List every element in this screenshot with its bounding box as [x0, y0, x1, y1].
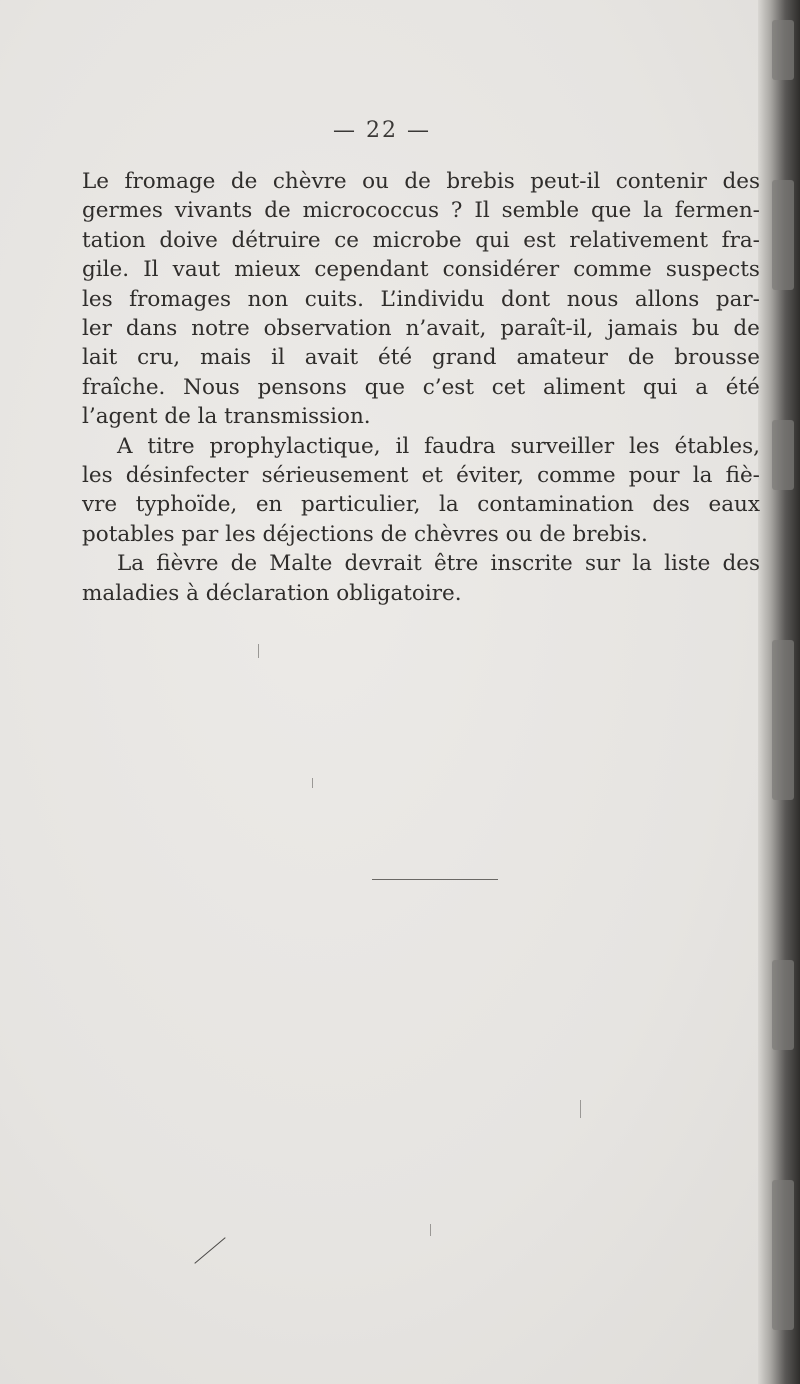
paragraph — [82, 432, 782, 550]
paragraph — [82, 167, 782, 432]
body-text — [82, 167, 782, 608]
word: non — [247, 286, 289, 312]
word: contenir — [615, 169, 707, 194]
word: n’avait, — [405, 316, 487, 342]
word: fromage — [124, 169, 216, 194]
word: de — [230, 169, 258, 194]
word: la — [643, 198, 663, 224]
word: micrococcus — [302, 198, 440, 224]
word: paraît-il, — [500, 316, 594, 342]
word: est — [523, 227, 556, 253]
word: allons — [634, 286, 700, 312]
word: fromages — [129, 286, 232, 312]
word: brousse — [674, 345, 760, 371]
paper-speck — [580, 1100, 581, 1118]
word: ? — [450, 198, 463, 224]
edge-mark — [772, 20, 794, 80]
word: notre — [191, 316, 250, 342]
word: a — [695, 374, 709, 400]
word: microbe — [372, 227, 462, 253]
word: dans — [125, 316, 178, 342]
word: qui — [642, 374, 678, 400]
word: désinfecter — [125, 463, 249, 489]
word: il — [271, 345, 285, 371]
word: eaux — [708, 492, 760, 518]
word: qui — [475, 227, 510, 253]
word: détruire — [231, 227, 321, 253]
paragraph — [82, 549, 782, 608]
word: pensons — [257, 374, 347, 400]
word: été — [378, 345, 413, 371]
word: aliment — [542, 374, 626, 400]
word: fra- — [721, 227, 760, 253]
word: éviter, — [456, 463, 524, 489]
word: bu — [691, 316, 720, 342]
word: ce — [334, 227, 359, 253]
word: doive — [159, 227, 218, 253]
word: relativement — [569, 227, 708, 253]
word: jamais — [607, 316, 678, 342]
word: vivants — [174, 198, 253, 224]
word: de — [230, 551, 258, 577]
word: la — [439, 492, 459, 518]
word: semble — [501, 198, 580, 224]
text-line — [82, 226, 760, 255]
word: mais — [200, 345, 252, 371]
text-line — [82, 285, 760, 314]
word: A — [117, 433, 133, 459]
word: de — [733, 316, 760, 342]
word: observation — [263, 316, 392, 342]
word: Il — [143, 257, 159, 283]
word: cependant — [314, 257, 429, 283]
word: Malte — [269, 551, 333, 577]
word: prophylactique, — [209, 433, 381, 459]
text-line: maladies à déclaration obligatoire. — [82, 580, 462, 606]
word: fièvre — [156, 551, 219, 577]
word: des — [722, 551, 760, 577]
word: mieux — [234, 257, 301, 283]
text-line — [82, 167, 760, 196]
word: chèvre — [272, 169, 347, 194]
word: que — [590, 198, 632, 224]
word: vaut — [172, 257, 221, 283]
text-line — [82, 461, 760, 490]
word: L’individu — [380, 286, 485, 312]
word: les — [82, 286, 113, 312]
word: fraîche. — [82, 374, 166, 400]
word: grand — [432, 345, 497, 371]
word: contamination — [477, 492, 634, 518]
word: la — [692, 463, 713, 489]
word: gile. — [82, 257, 130, 283]
word: nous — [566, 286, 619, 312]
word: lait — [82, 345, 118, 371]
word: Nous — [183, 374, 240, 400]
word: considérer — [442, 257, 560, 283]
word: la — [632, 551, 652, 577]
paper-speck — [312, 778, 313, 788]
word: et — [421, 463, 443, 489]
page-number: — 22 — — [333, 118, 431, 143]
word: de — [264, 198, 291, 224]
text-line — [82, 314, 760, 343]
word: typhoïde, — [135, 492, 238, 518]
closing-rule — [372, 879, 498, 880]
word: que — [364, 374, 405, 400]
text-line — [82, 343, 760, 372]
word: fermen- — [674, 198, 760, 224]
word: comme — [537, 463, 616, 489]
word: des — [722, 169, 760, 194]
word: par- — [715, 286, 760, 312]
word: Le — [82, 169, 110, 194]
word: comme — [573, 257, 652, 283]
word: brebis — [446, 169, 515, 194]
text-line — [82, 373, 760, 402]
word: des — [652, 492, 690, 518]
text-line — [82, 432, 760, 461]
word: les — [629, 433, 660, 459]
word: fiè- — [725, 463, 760, 489]
word: Il — [474, 198, 490, 224]
word: avait — [304, 345, 359, 371]
word: été — [725, 374, 760, 400]
word: peut-il — [530, 169, 601, 194]
paper-speck — [258, 644, 259, 658]
word: de — [627, 345, 655, 371]
word: vre — [82, 492, 118, 518]
text-line — [82, 549, 760, 578]
word: ou — [362, 169, 389, 194]
paper-speck — [430, 1224, 431, 1236]
text-line: potables par les déjections de chèvres ou de brebis. — [82, 521, 648, 547]
word: étables, — [674, 433, 760, 459]
text-line: l’agent de la transmission. — [82, 404, 371, 430]
word: cuits. — [304, 286, 365, 312]
word: La — [117, 551, 145, 577]
word: il — [395, 433, 410, 459]
word: faudra — [424, 433, 496, 459]
word: pour — [628, 463, 680, 489]
edge-mark — [772, 960, 794, 1050]
word: être — [433, 551, 479, 577]
word: cru, — [137, 345, 181, 371]
word: cet — [491, 374, 526, 400]
word: tation — [82, 227, 146, 253]
word: germes — [82, 198, 163, 224]
word: liste — [664, 551, 711, 577]
word: titre — [147, 433, 195, 459]
word: inscrite — [490, 551, 573, 577]
text-line — [82, 255, 760, 284]
text-line — [82, 196, 760, 225]
word: sérieusement — [261, 463, 409, 489]
word: suspects — [665, 257, 760, 283]
word: amateur — [516, 345, 608, 371]
edge-mark — [772, 640, 794, 800]
text-line — [82, 490, 760, 519]
word: particulier, — [300, 492, 421, 518]
word: de — [404, 169, 431, 194]
word: devrait — [344, 551, 422, 577]
word: en — [255, 492, 283, 518]
word: les — [82, 463, 113, 489]
edge-mark — [772, 1180, 794, 1330]
word: surveiller — [510, 433, 615, 459]
word: dont — [501, 286, 551, 312]
word: c’est — [422, 374, 474, 400]
word: ler — [82, 316, 112, 342]
word: sur — [584, 551, 621, 577]
